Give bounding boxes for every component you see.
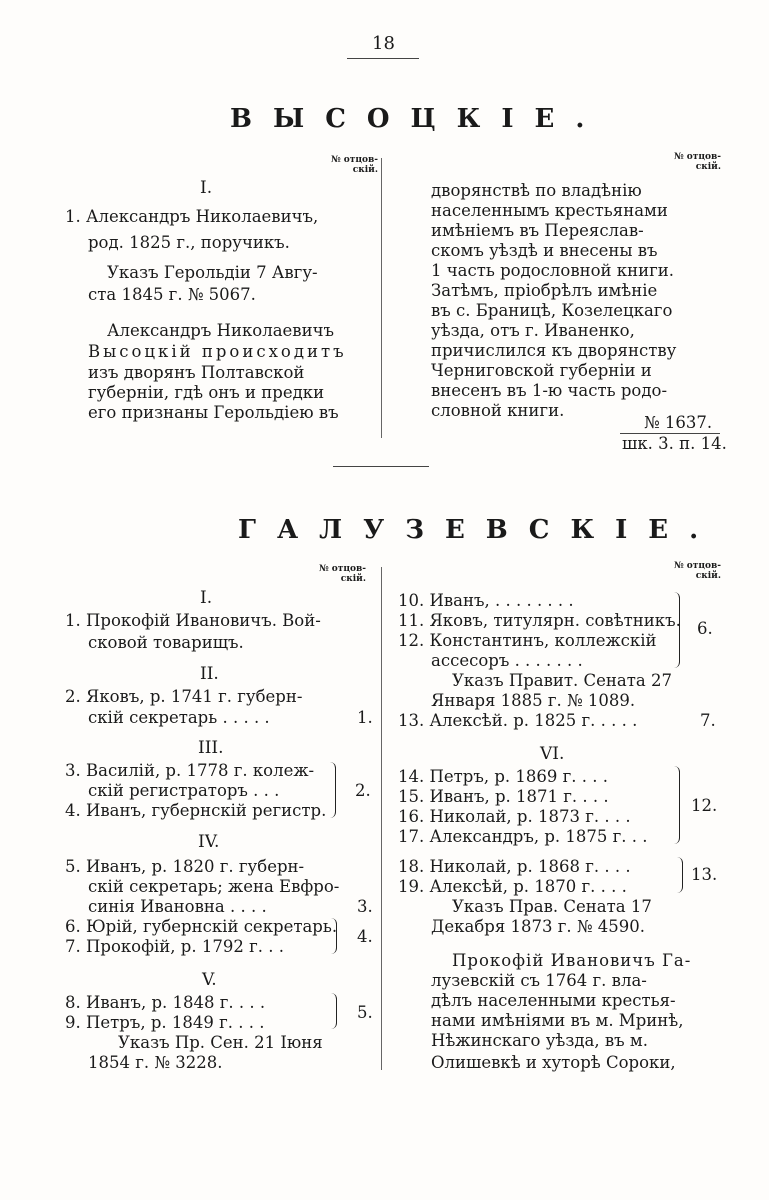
group-brace [331,993,337,1029]
ukaz-line: Декабря 1873 г. № 4590. [431,917,645,936]
entry-7: 7. Прокофій, р. 1792 г. . . [65,937,284,956]
para-right-line: скомъ уѣздѣ и внесены въ [431,241,658,260]
father-number: 2. [355,781,371,800]
para-right-line: населеннымъ крестьянами [431,201,668,220]
para-line: Олишевкѣ и хуторѣ Сороки, [431,1053,676,1072]
ukaz-line: Января 1885 г. № 1089. [431,691,636,710]
para-right-line: уѣзда, отъ г. Иваненко, [431,321,635,340]
ukaz-line-1: Указъ Герольдіи 7 Авгу- [107,263,318,282]
entry-14: 14. Петръ, р. 1869 г. . . . [398,767,608,786]
group-brace [674,766,680,844]
column-label-line1: № отцов- [330,155,378,165]
column-label-line2: скій. [352,165,378,175]
entry-5-cont: скій секретарь; жена Евфро- [88,877,340,896]
column-label-right [643,152,721,172]
column-label-line1: № отцов- [673,152,721,162]
entry-3-cont: скій регистраторъ . . . [88,781,280,800]
column-divider [381,158,382,438]
father-number: 1. [357,708,373,727]
group-brace [674,592,680,668]
ukaz-line: Указъ Пр. Сен. 21 Іюня [118,1033,323,1052]
para-right-line: внесенъ въ 1-ю часть родо- [431,381,668,400]
entry-2-cont: скій секретарь . . . . . [88,708,270,727]
entry-12: 12. Константинъ, коллежскій [398,631,657,650]
page-number: 18 [372,33,395,54]
father-number: 12. [691,796,718,815]
father-number: 3. [357,897,373,916]
para-right-line: въ с. Браницѣ, Козелецкаго [431,301,673,320]
entry-2: 2. Яковъ, р. 1741 г. губерн- [65,687,303,706]
column-label-line1: № отцов- [673,561,721,571]
father-number: 6. [697,619,713,638]
entry-16: 16. Николай, р. 1873 г. . . . [398,807,631,826]
generation-roman: I. [200,588,213,608]
group-brace [677,857,683,893]
entry-19: 19. Алексѣй, р. 1870 г. . . . [398,877,627,896]
ref-number: № 1637. [644,413,713,432]
para-line: Прокофій Ивановичъ Га- [452,951,692,970]
generation-roman: V. [202,970,217,990]
column-label-line1: № отцов- [318,564,366,574]
para-right-line: словной книги. [431,401,565,420]
ukaz-line: 1854 г. № 3228. [88,1053,223,1072]
para-right-line: имѣніемъ въ Переяслав- [431,221,644,240]
para-line: Нѣжинскаго уѣзда, въ м. [431,1031,648,1050]
para-right-line: Черниговской губерніи и [431,361,652,380]
entry-9: 9. Петръ, р. 1849 г. . . . [65,1013,265,1032]
entry-5-cont: синія Ивановна . . . . [88,897,267,916]
entry-1: 1. Прокофій Ивановичъ. Вой- [65,611,321,630]
section-separator [333,466,429,467]
para-line: дѣлъ населенными крестья- [431,991,676,1010]
para-right-line: Затѣмъ, пріобрѣлъ имѣніе [431,281,658,300]
father-number: 5. [357,1003,373,1022]
generation-roman: III. [198,738,224,758]
para-line: губерніи, гдѣ онъ и предки [88,383,325,402]
entry-13: 13. Алексѣй. р. 1825 г. . . . . [398,711,638,730]
column-label-line2: скій. [695,162,721,172]
para-right-line: 1 часть родословной книги. [431,261,674,280]
page-number-rule [347,58,419,59]
para-line: его признаны Герольдіею въ [88,403,339,422]
entry-18: 18. Николай, р. 1868 г. . . . [398,857,631,876]
column-divider [381,567,382,1070]
para-right-line: дворянствѣ по владѣнію [431,181,642,200]
entry-10: 10. Иванъ, . . . . . . . . [398,591,574,610]
ukaz-line-2: ста 1845 г. № 5067. [88,285,256,304]
ukaz-line: Указъ Прав. Сената 17 [452,897,652,916]
entry-12-cont: ассесоръ . . . . . . . [431,651,583,670]
entry-1-cont: род. 1825 г., поручикъ. [88,233,290,252]
father-number: 7. [700,711,716,730]
generation-roman: IV. [198,832,220,852]
para-line: Александръ Николаевичъ [107,321,335,340]
column-label-line2: скій. [695,571,721,581]
column-label [300,155,378,175]
ref-location: шк. 3. п. 14. [622,434,727,453]
group-brace [331,918,337,954]
generation-roman: II. [200,664,219,684]
entry-8: 8. Иванъ, р. 1848 г. . . . [65,993,266,1012]
entry-1: 1. Александръ Николаевичъ, [65,207,319,226]
entry-15: 15. Иванъ, р. 1871 г. . . . [398,787,609,806]
entry-3: 3. Василій, р. 1778 г. колеж- [65,761,315,780]
ukaz-line: Указъ Правит. Сената 27 [452,671,672,690]
para-line: изъ дворянъ Полтавской [88,363,305,382]
entry-6: 6. Юрій, губернскій секретарь. [65,917,338,936]
para-right-line: причислился къ дворянству [431,341,677,360]
father-number: 4. [357,927,373,946]
section-title-galuzevskie: ГАЛУЗЕВСКІЕ. [238,515,720,545]
entry-1-cont: сковой товарищъ. [88,633,244,652]
column-label [288,564,366,584]
entry-11: 11. Яковъ, титулярн. совѣтникъ. [398,611,681,630]
father-number: 13. [691,865,718,884]
generation-roman: I. [200,178,213,198]
entry-5: 5. Иванъ, р. 1820 г. губерн- [65,857,305,876]
para-line: Высоцкій происходитъ [88,342,347,361]
para-line: нами имѣніями въ м. Мринѣ, [431,1011,684,1030]
section-title-vysotskie: ВЫСОЦКІЕ. [230,104,606,134]
group-brace [330,762,336,818]
para-line: лузевскій съ 1764 г. вла- [431,971,647,990]
entry-17: 17. Александръ, р. 1875 г. . . [398,827,648,846]
column-label-line2: скій. [340,574,366,584]
entry-4: 4. Иванъ, губернскій регистр. [65,801,327,820]
generation-roman: VI. [540,744,565,764]
column-label-right [643,561,721,581]
